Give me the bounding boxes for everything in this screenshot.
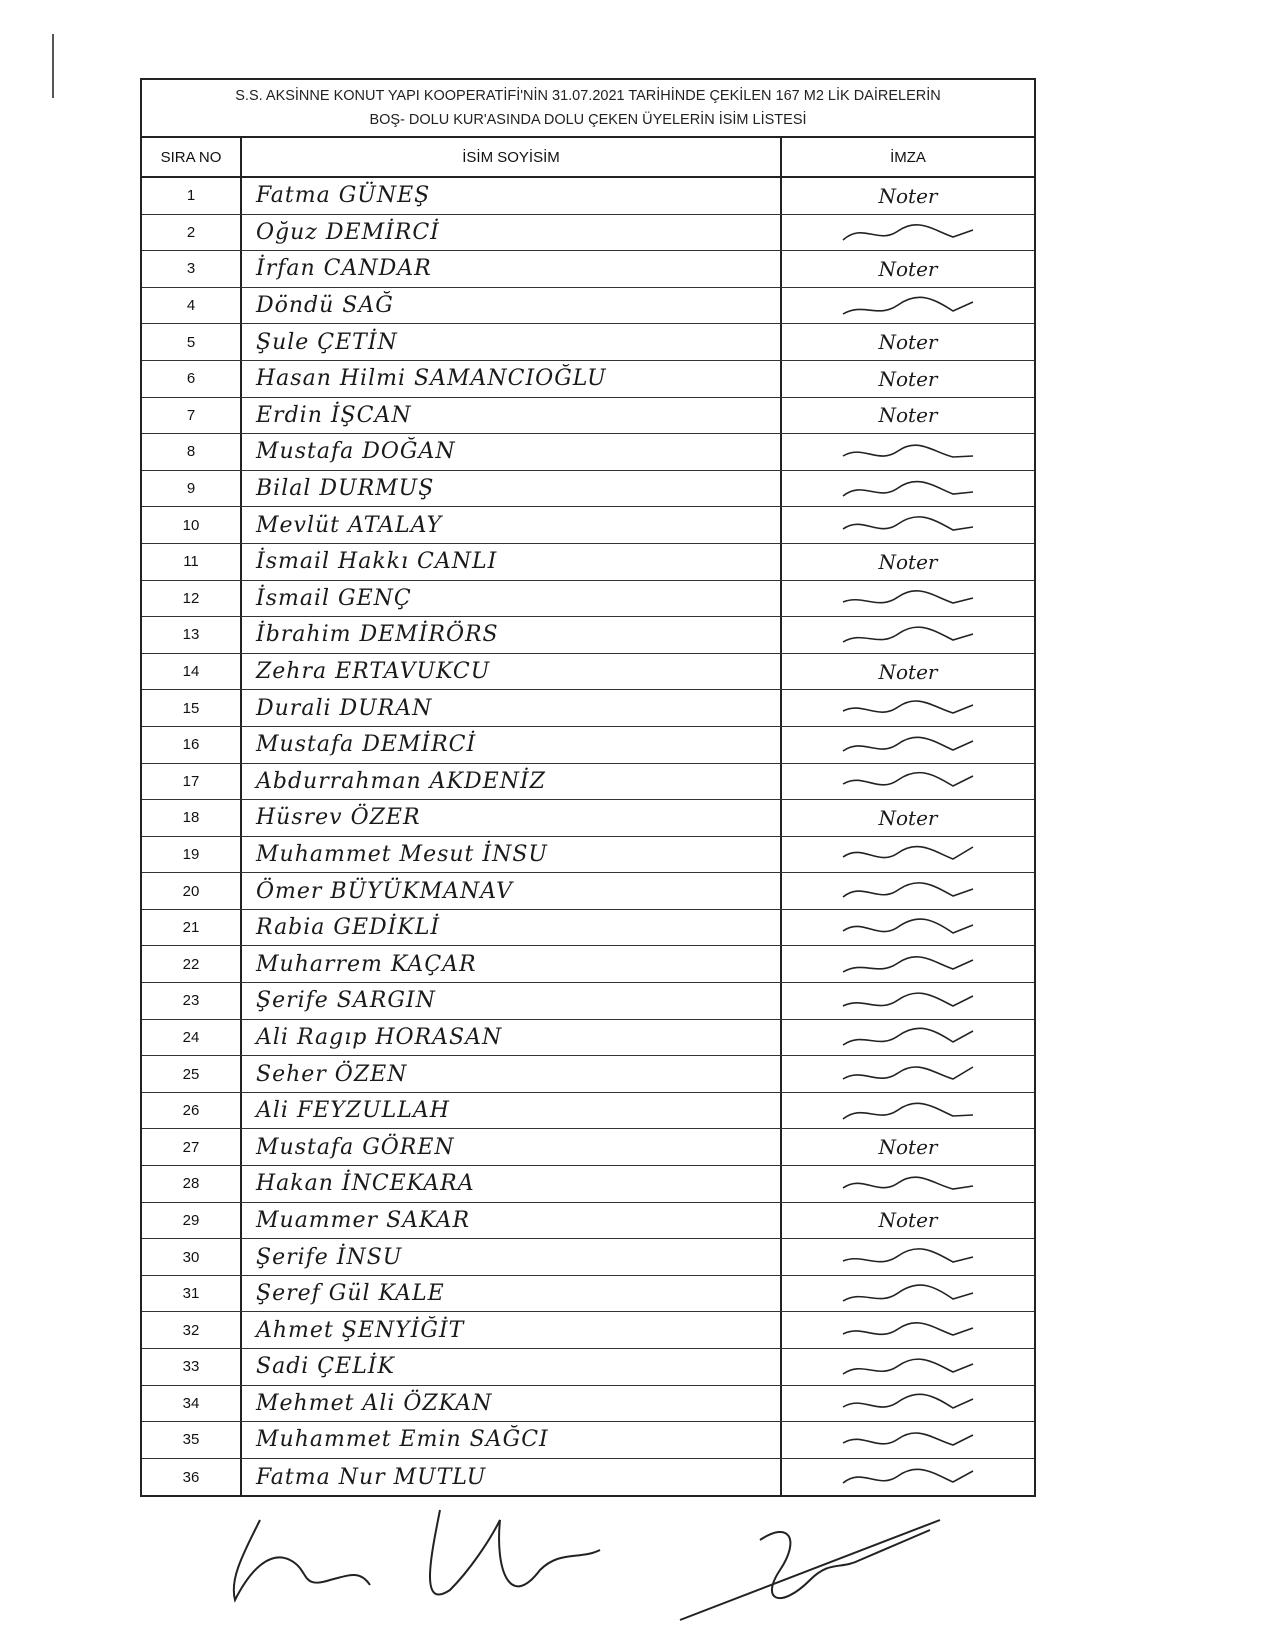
table-row (142, 507, 1034, 544)
row-number: 24 (142, 1020, 242, 1056)
row-name-cell (242, 910, 782, 946)
member-name: Bilal DURMUŞ (256, 476, 435, 502)
title-line-1: S.S. AKSİNNE KONUT YAPI KOOPERATİFİ'NİN 31.07.2021 TARİHİNDE ÇEKİLEN 167 M2 LİK DAİRELERİN (235, 88, 941, 104)
table-row (142, 873, 1034, 910)
member-name: İbrahim DEMİRÖRS (256, 622, 499, 648)
row-name-cell (242, 727, 782, 763)
row-name-cell (242, 764, 782, 800)
row-name-cell (242, 1386, 782, 1422)
handwritten-signature (833, 620, 983, 650)
row-signature-cell (782, 251, 1034, 287)
member-name: Ömer BÜYÜKMANAV (256, 878, 513, 904)
row-signature-cell (782, 581, 1034, 617)
row-number: 5 (142, 324, 242, 360)
row-number: 3 (142, 251, 242, 287)
table-row (142, 1239, 1034, 1276)
table-row (142, 837, 1034, 874)
member-name: Mehmet Ali ÖZKAN (256, 1390, 493, 1416)
row-name-cell (242, 1093, 782, 1129)
row-name-cell (242, 361, 782, 397)
row-number: 16 (142, 727, 242, 763)
table-body (142, 178, 1034, 1495)
handwritten-signature (833, 1315, 983, 1345)
scan-edge-mark (52, 34, 54, 98)
table-row (142, 1422, 1034, 1459)
row-name-cell (242, 617, 782, 653)
row-signature-cell (782, 727, 1034, 763)
row-signature-cell (782, 1312, 1034, 1348)
row-name-cell (242, 544, 782, 580)
handwritten-signature (833, 1352, 983, 1382)
row-number: 10 (142, 507, 242, 543)
member-name: Abdurrahman AKDENİZ (256, 768, 546, 794)
row-name-cell (242, 1203, 782, 1239)
row-signature-cell (782, 983, 1034, 1019)
member-name: Hüsrev ÖZER (256, 805, 421, 831)
row-number: 4 (142, 288, 242, 324)
table-row (142, 1459, 1034, 1496)
table-row (142, 1093, 1034, 1130)
member-name: Seher ÖZEN (256, 1061, 408, 1087)
row-name-cell (242, 251, 782, 287)
row-signature-cell (782, 1020, 1034, 1056)
row-number: 15 (142, 690, 242, 726)
row-name-cell (242, 873, 782, 909)
table-row (142, 690, 1034, 727)
handwritten-signature (833, 986, 983, 1016)
row-name-cell (242, 1422, 782, 1458)
row-signature-cell (782, 1239, 1034, 1275)
title-line-2: BOŞ- DOLU KUR'ASINDA DOLU ÇEKEN ÜYELERİN İSİM LİSTESİ (369, 112, 807, 128)
member-name: Ali FEYZULLAH (256, 1098, 450, 1124)
row-name-cell (242, 324, 782, 360)
row-number: 35 (142, 1422, 242, 1458)
handwritten-signature (833, 291, 983, 321)
row-number: 7 (142, 398, 242, 434)
row-number: 23 (142, 983, 242, 1019)
member-list-table (140, 78, 1036, 1497)
table-row (142, 1166, 1034, 1203)
row-name-cell (242, 1459, 782, 1496)
row-number: 36 (142, 1459, 242, 1496)
document-title (142, 80, 1034, 138)
table-row (142, 1020, 1034, 1057)
member-name: Şerife İNSU (256, 1244, 403, 1270)
row-number: 22 (142, 946, 242, 982)
table-row (142, 654, 1034, 691)
handwritten-signature (833, 876, 983, 906)
table-row (142, 617, 1034, 654)
member-name: Şule ÇETİN (256, 329, 398, 355)
table-row (142, 251, 1034, 288)
header-isim-soyisim: İSİM SOYİSİM (242, 138, 782, 176)
row-signature-cell (782, 398, 1034, 434)
handwritten-signature (833, 1388, 983, 1418)
row-signature-cell (782, 178, 1034, 214)
row-name-cell (242, 800, 782, 836)
row-signature-cell (782, 873, 1034, 909)
row-number: 2 (142, 215, 242, 251)
member-name: Ali Ragıp HORASAN (256, 1024, 503, 1050)
member-name: Şeref Gül KALE (256, 1281, 445, 1307)
row-name-cell (242, 1239, 782, 1275)
table-row (142, 434, 1034, 471)
table-row (142, 215, 1034, 252)
row-name-cell (242, 1349, 782, 1385)
member-name: Zehra ERTAVUKCU (256, 659, 491, 685)
row-name-cell (242, 837, 782, 873)
row-number: 1 (142, 178, 242, 214)
table-row (142, 178, 1034, 215)
table-row (142, 1386, 1034, 1423)
member-name: Hasan Hilmi SAMANCIOĞLU (256, 366, 607, 392)
header-sira-no: SIRA NO (142, 138, 242, 176)
handwritten-signature (833, 437, 983, 467)
row-name-cell (242, 215, 782, 251)
member-name: İsmail GENÇ (256, 585, 412, 611)
row-signature-cell (782, 1056, 1034, 1092)
row-number: 33 (142, 1349, 242, 1385)
table-row (142, 324, 1034, 361)
row-signature-cell (782, 800, 1034, 836)
member-name: Erdin İŞCAN (256, 402, 412, 428)
row-name-cell (242, 690, 782, 726)
table-row (142, 1203, 1034, 1240)
table-row (142, 361, 1034, 398)
row-signature-cell (782, 288, 1034, 324)
handwritten-signature (833, 766, 983, 796)
table-header (142, 138, 1034, 178)
handwritten-signature (833, 217, 983, 247)
signature-text: Noter (878, 1135, 938, 1160)
handwritten-signature (833, 693, 983, 723)
row-number: 11 (142, 544, 242, 580)
member-name: Sadi ÇELİK (256, 1354, 395, 1380)
row-signature-cell (782, 1386, 1034, 1422)
row-name-cell (242, 288, 782, 324)
table-row (142, 764, 1034, 801)
handwritten-signature (833, 474, 983, 504)
table-row (142, 727, 1034, 764)
member-name: Fatma Nur MUTLU (256, 1464, 487, 1490)
table-row (142, 1349, 1034, 1386)
handwritten-signature (833, 730, 983, 760)
member-name: Şerife SARGIN (256, 988, 436, 1014)
row-signature-cell (782, 910, 1034, 946)
row-number: 19 (142, 837, 242, 873)
member-name: Ahmet ŞENYİĞİT (256, 1317, 465, 1343)
member-name: Döndü SAĞ (256, 293, 394, 319)
table-row (142, 1129, 1034, 1166)
table-row (142, 544, 1034, 581)
row-signature-cell (782, 434, 1034, 470)
row-name-cell (242, 471, 782, 507)
row-number: 28 (142, 1166, 242, 1202)
row-number: 26 (142, 1093, 242, 1129)
row-signature-cell (782, 1166, 1034, 1202)
signature-text: Noter (878, 659, 938, 684)
row-name-cell (242, 1056, 782, 1092)
table-row (142, 581, 1034, 618)
table-row (142, 800, 1034, 837)
row-signature-cell (782, 837, 1034, 873)
row-signature-cell (782, 544, 1034, 580)
row-number: 31 (142, 1276, 242, 1312)
header-imza: İMZA (890, 148, 926, 166)
row-signature-cell (782, 654, 1034, 690)
row-signature-cell (782, 764, 1034, 800)
row-number: 27 (142, 1129, 242, 1165)
table-row (142, 471, 1034, 508)
table-row (142, 288, 1034, 325)
member-name: Muammer SAKAR (256, 1207, 471, 1233)
row-signature-cell (782, 471, 1034, 507)
row-signature-cell (782, 1422, 1034, 1458)
member-name: Mustafa GÖREN (256, 1134, 455, 1160)
handwritten-signature (833, 839, 983, 869)
row-name-cell (242, 1312, 782, 1348)
handwritten-signature (833, 583, 983, 613)
row-number: 34 (142, 1386, 242, 1422)
bottom-signatures (140, 1500, 1036, 1640)
row-signature-cell (782, 1093, 1034, 1129)
signature-text: Noter (878, 403, 938, 428)
row-signature-cell (782, 507, 1034, 543)
signature-text: Noter (878, 1208, 938, 1233)
signature-text: Noter (878, 256, 938, 281)
row-number: 13 (142, 617, 242, 653)
handwritten-signature (833, 1059, 983, 1089)
row-name-cell (242, 178, 782, 214)
row-number: 21 (142, 910, 242, 946)
handwritten-signature (833, 1279, 983, 1309)
table-row (142, 983, 1034, 1020)
handwritten-signature (833, 1096, 983, 1126)
member-name: Oğuz DEMİRCİ (256, 219, 440, 245)
table-row (142, 1276, 1034, 1313)
row-signature-cell (782, 1276, 1034, 1312)
row-signature-cell (782, 690, 1034, 726)
member-name: Durali DURAN (256, 695, 433, 721)
row-signature-cell (782, 1203, 1034, 1239)
handwritten-signature (833, 1022, 983, 1052)
handwritten-signature (833, 1242, 983, 1272)
member-name: Muharrem KAÇAR (256, 951, 477, 977)
handwritten-signature (833, 1169, 983, 1199)
table-row (142, 1312, 1034, 1349)
member-name: İsmail Hakkı CANLI (256, 549, 498, 575)
row-name-cell (242, 581, 782, 617)
table-row (142, 910, 1034, 947)
row-signature-cell (782, 361, 1034, 397)
row-signature-cell (782, 215, 1034, 251)
row-number: 9 (142, 471, 242, 507)
handwritten-signature (833, 1425, 983, 1455)
row-name-cell (242, 507, 782, 543)
row-name-cell (242, 1276, 782, 1312)
row-number: 20 (142, 873, 242, 909)
table-row (142, 946, 1034, 983)
row-name-cell (242, 398, 782, 434)
handwritten-signature (833, 510, 983, 540)
signature-text: Noter (878, 805, 938, 830)
row-signature-cell (782, 1129, 1034, 1165)
row-name-cell (242, 946, 782, 982)
row-number: 32 (142, 1312, 242, 1348)
table-row (142, 1056, 1034, 1093)
member-name: Hakan İNCEKARA (256, 1171, 475, 1197)
row-number: 12 (142, 581, 242, 617)
row-name-cell (242, 434, 782, 470)
row-name-cell (242, 983, 782, 1019)
row-name-cell (242, 1020, 782, 1056)
row-number: 8 (142, 434, 242, 470)
row-number: 6 (142, 361, 242, 397)
member-name: Muhammet Emin SAĞCI (256, 1427, 549, 1453)
member-name: Muhammet Mesut İNSU (256, 841, 548, 867)
member-name: İrfan CANDAR (256, 256, 432, 282)
row-number: 18 (142, 800, 242, 836)
row-signature-cell (782, 1349, 1034, 1385)
table-row (142, 398, 1034, 435)
row-signature-cell (782, 946, 1034, 982)
row-name-cell (242, 654, 782, 690)
signature-text: Noter (878, 183, 938, 208)
row-name-cell (242, 1166, 782, 1202)
row-signature-cell (782, 1459, 1034, 1496)
row-number: 17 (142, 764, 242, 800)
row-number: 30 (142, 1239, 242, 1275)
row-name-cell (242, 1129, 782, 1165)
row-number: 25 (142, 1056, 242, 1092)
handwritten-signature (833, 913, 983, 943)
member-name: Mustafa DOĞAN (256, 439, 456, 465)
row-number: 14 (142, 654, 242, 690)
signature-text: Noter (878, 549, 938, 574)
signature-text: Noter (878, 330, 938, 355)
row-signature-cell (782, 617, 1034, 653)
member-name: Mustafa DEMİRCİ (256, 732, 477, 758)
member-name: Rabia GEDİKLİ (256, 915, 441, 941)
row-signature-cell (782, 324, 1034, 360)
row-number: 29 (142, 1203, 242, 1239)
handwritten-signature (833, 1462, 983, 1492)
member-name: Mevlüt ATALAY (256, 512, 443, 538)
member-name: Fatma GÜNEŞ (256, 183, 431, 209)
handwritten-signature (833, 949, 983, 979)
signature-text: Noter (878, 366, 938, 391)
